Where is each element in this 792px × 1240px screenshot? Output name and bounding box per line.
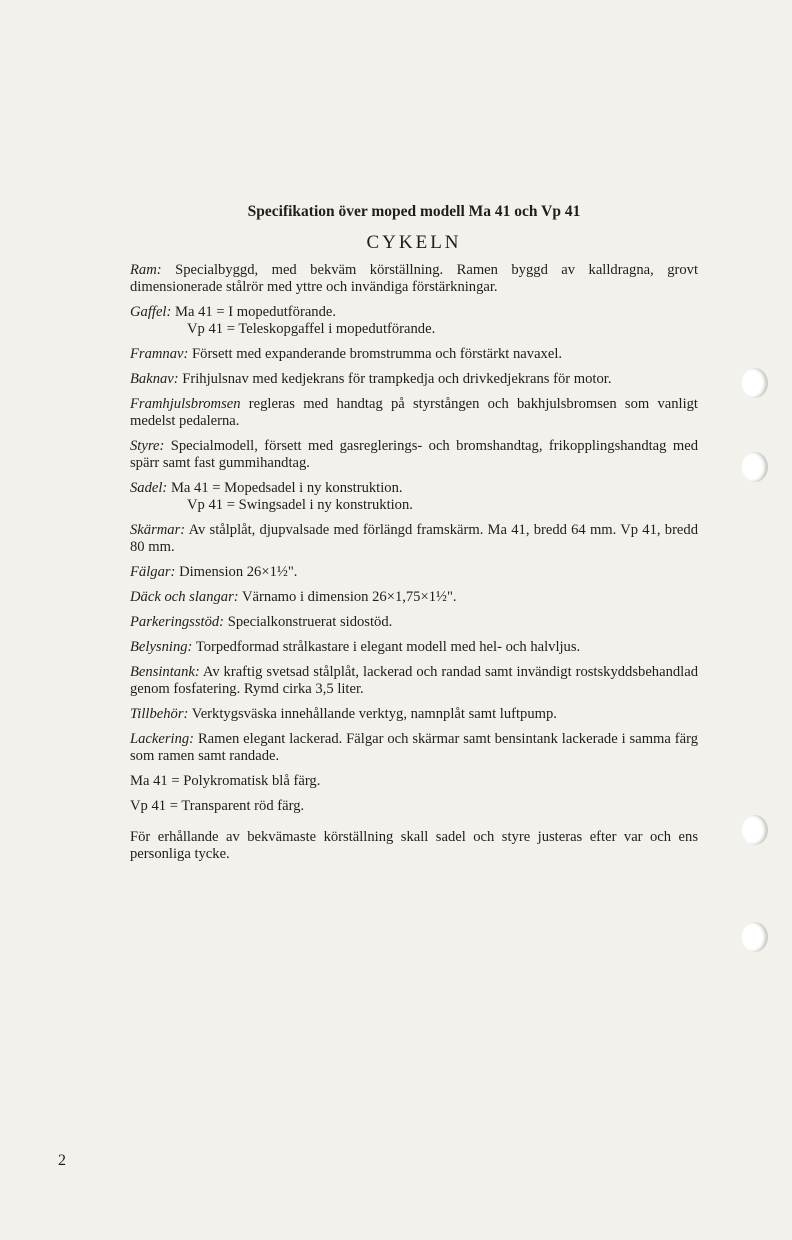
spec-text: Ma 41 = I mopedutförande. xyxy=(175,304,337,320)
adjustment-note: För erhållande av bekvämaste körställning skall sadel och styre justeras efter var och ens personliga tycke. xyxy=(130,829,698,862)
spec-label: Fälgar: xyxy=(130,564,176,580)
spec-text: Av kraftig svetsad stålplåt, lackerad och randad samt invändigt rostskyddsbehandlad genom fosfatering. Rymd cirka 3,5 liter. xyxy=(130,664,698,697)
page-number: 2 xyxy=(58,1152,66,1169)
spec-text: Verktygsväska innehållande verktyg, namnplåt samt luftpump. xyxy=(191,706,557,722)
spec-entry-framnav xyxy=(130,346,698,363)
spec-text: Försett med expanderande bromstrumma och förstärkt navaxel. xyxy=(192,346,563,362)
spec-entry-bensintank xyxy=(130,664,698,698)
spec-entry-tillbehor xyxy=(130,706,698,723)
spec-label: Belysning: xyxy=(130,639,193,655)
spec-text: Torpedformad strålkastare i elegant modell med hel- och halvljus. xyxy=(195,639,581,655)
spec-entry-skarmar xyxy=(130,522,698,556)
spec-label: Skärmar: xyxy=(130,522,186,538)
spec-label: Lackering: xyxy=(130,731,195,747)
color-option-vp41: Vp 41 = Transparent röd färg. xyxy=(130,798,305,814)
spec-label: Sadel: xyxy=(130,480,168,496)
spec-text: Ramen elegant lackerad. Fälgar och skärmar samt bensintank lackerade i samma färg som ramen samt randade. xyxy=(130,731,698,764)
spec-text: Specialkonstruerat sidostöd. xyxy=(227,614,393,630)
spec-entry-gaffel xyxy=(130,304,698,338)
spec-text: Specialmodell, försett med gasreglerings- och bromshandtag, frikopplingshandtag med spärr samt fast gummihandtag. xyxy=(130,438,698,471)
spec-text: Värnamo i dimension 26×1,75×1½". xyxy=(242,589,457,605)
spec-label: Ram: xyxy=(130,262,162,278)
punch-hole xyxy=(742,452,768,482)
spec-label: Framhjulsbromsen xyxy=(130,396,241,412)
color-option-ma41: Ma 41 = Polykromatisk blå färg. xyxy=(130,773,321,789)
spec-label: Gaffel: xyxy=(130,304,172,320)
punch-hole xyxy=(742,368,768,398)
spec-entry-styre xyxy=(130,438,698,472)
spec-label: Styre: xyxy=(130,438,165,454)
spec-text: Dimension 26×1½". xyxy=(179,564,298,580)
specification-text xyxy=(130,203,698,863)
spec-entry-lackering xyxy=(130,731,698,765)
spec-label: Parkeringsstöd: xyxy=(130,614,225,630)
punch-hole xyxy=(742,922,768,952)
spec-text: Vp 41 = Teleskopgaffel i mopedutförande. xyxy=(187,321,436,337)
spec-label: Framnav: xyxy=(130,346,189,362)
spec-entry-falgar xyxy=(130,564,698,581)
spec-text: Frihjulsnav med kedjekrans för trampkedja och drivkedjekrans för motor. xyxy=(182,371,612,387)
punch-hole xyxy=(742,815,768,845)
spec-entry-dack xyxy=(130,589,698,606)
document-title: Specifikation över moped modell Ma 41 och Vp 41 xyxy=(247,203,581,220)
spec-text: Ma 41 = Mopedsadel i ny konstruktion. xyxy=(170,480,403,496)
spec-label: Baknav: xyxy=(130,371,179,387)
spec-entry-ram xyxy=(130,262,698,296)
spec-text: Specialbyggd, med bekväm körställning. Ramen byggd av kalldragna, grovt dimensionerade stålrör med yttre och invändiga förstärkningar. xyxy=(130,262,699,295)
spec-label: Bensintank: xyxy=(130,664,200,680)
spec-entry-baknav xyxy=(130,371,698,388)
spec-text: Av stålplåt, djupvalsade med förlängd framskärm. Ma 41, bredd 64 mm. Vp 41, bredd 80 mm. xyxy=(130,522,698,555)
spec-label: Däck och slangar: xyxy=(130,589,239,605)
spec-entry-sadel xyxy=(130,480,698,514)
spec-text: regleras med handtag på styrstången och bakhjulsbromsen som vanligt medelst pedalerna. xyxy=(130,396,698,429)
spec-entry-framhjulsbromsen xyxy=(130,396,698,430)
spec-text: Vp 41 = Swingsadel i ny konstruktion. xyxy=(187,497,413,513)
spec-entry-belysning xyxy=(130,639,698,656)
spec-label: Tillbehör: xyxy=(130,706,189,722)
spec-entry-parkeringsstod xyxy=(130,614,698,631)
section-heading: CYKELN xyxy=(366,232,462,253)
